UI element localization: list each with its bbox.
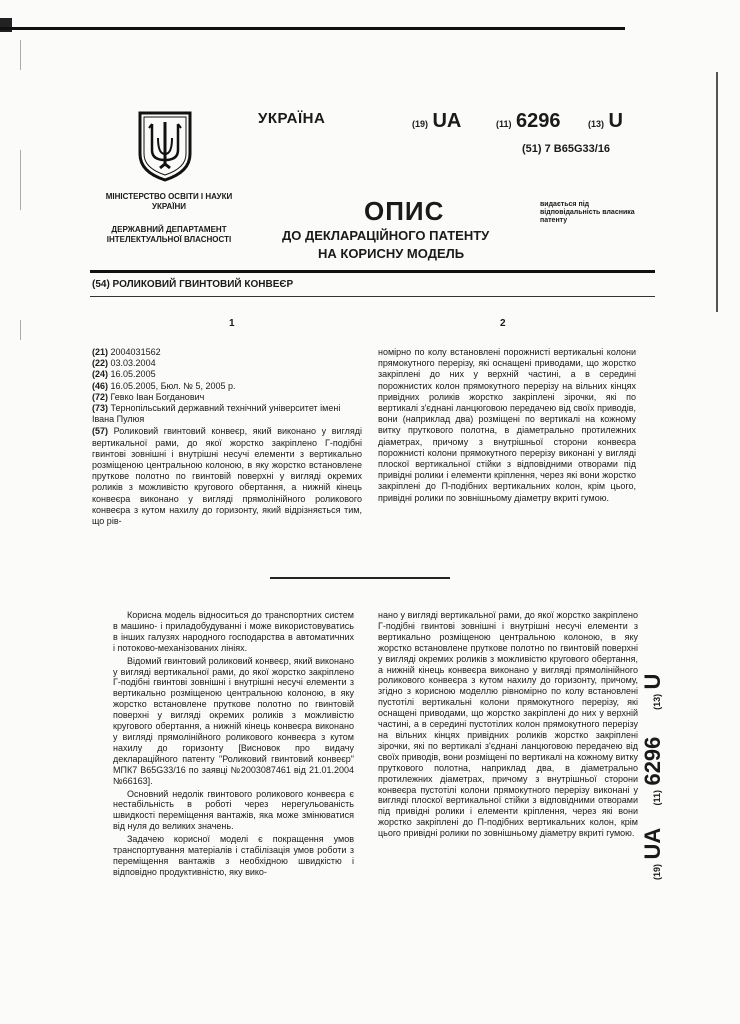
top-rule — [0, 27, 625, 30]
issued-note: видається під відповідальність власника патенту — [540, 201, 635, 224]
header-rule — [90, 270, 655, 273]
column-number-left: 1 — [229, 318, 235, 329]
inid-13: (13) — [588, 119, 605, 129]
side-stamp — [640, 560, 680, 880]
biblio-line: (73) Тернопільський державний технічний університет імені Івана Пулюя — [92, 403, 341, 425]
country-code-block — [412, 110, 461, 133]
patent-number-block — [496, 110, 560, 133]
side-inid-13: (13) — [652, 693, 662, 710]
scan-left-mark — [20, 320, 21, 340]
claim-text-right: номірно по колу встановлені порожнисті вертикальні колони прямокутного перерізу, які оснащені приводами, що жорстко закріплені до них у верхній частині, а в середині порожнистих колон прямокутного перерізу на вільних кінцях привідних роликів жорстко закріплені зірочки, які по вертикалі з'єднані ланцюговою передачею від своїх приводів, вони (наприклад два) розміщені по вертикалі на кожному витку пруткового полотна, в діаметрально протилежних діаметрах, причому з внутрішньої сторони конвеєра порожнисті колони прямокутного перерізу виконані у вигляді плоскої вертикальної стійки з відповідними отворами під привідні ролики і елементи кріплення, через які вони жорстко закріплені до П-подібних вертикальних колон, крім цього, привідні ролики по зовнішньому діаметру вкриті гумою. — [378, 347, 636, 503]
claim-text-left: (57) Роликовий гвинтовий конвеєр, який виконано у вигляді вертикальної рами, до якої жорстко закріплено Г-подібні гвинтові зовнішні і внутрішні несучі елементи з вертикально розміщеною центральною колоною, в яку жорстко встановлене пруткове полотно по гвинтовій поверхні у вигляді окремих роликів з можливістю кругового обертання, а нижній кінець конвеєра виконано у вигляді прямолінійного роликового конвеєра з кутом нахилу до горизонту, який відрізняється тим, що рів- — [92, 426, 362, 527]
invention-title: (54) РОЛИКОВИЙ ГВИНТОВИЙ КОНВЕЄР — [92, 279, 294, 290]
ipc-classification: (51) 7 B65G33/16 — [522, 143, 611, 155]
scan-edge-mark — [716, 72, 718, 312]
kind-code: U — [608, 110, 623, 132]
side-country-code: UA — [640, 827, 665, 860]
side-kind-code: U — [640, 673, 665, 690]
description-paragraph: Основний недолік гвинтового роликового конвеєра є нестабільність в роботі через нерегульованість швидкості переміщення вантажів, яка може змінюватися від нуля до великих значень. — [113, 788, 354, 832]
description-right-column — [378, 610, 638, 841]
biblio-line: (72) Гевко Іван Богданович — [92, 391, 205, 402]
biblio-line: (22) 03.03.2004 — [92, 358, 156, 369]
section-separator — [270, 577, 450, 579]
kind-code-block — [588, 110, 623, 133]
biblio-line: (21) 2004031562 — [92, 347, 161, 357]
description-paragraph: Відомий гвинтовий роликовий конвеєр, який виконано у вигляді вертикальної рами, до якої жорстко закріплено Г-подібні гвинтові зовнішні і внутрішні несучі елементи з вертикально розміщеною центральною колоною, в яку жорстко встановлене пруткове полотно по гвинтовій поверхні у вигляді окремих роликів з можливістю кругового обертання, а нижній кінець конвеєра виконано у вигляді прямолінійного роликового конвеєра з кутом нахилу до горизонту [Висновок про видачу деклараційного патенту "Роликовий гвинтовий конвеєр" МПК7 B65G33/16 по заявці №2003087461 від 21.01.2004 №66163]. — [113, 655, 354, 786]
inid-11: (11) — [496, 119, 512, 129]
column-number-right: 2 — [500, 318, 506, 329]
bibliographic-data — [92, 347, 362, 527]
inid-19: (19) — [412, 119, 429, 129]
side-inid-11: (11) — [652, 790, 662, 806]
side-inid-19: (19) — [652, 863, 662, 880]
country-title: УКРАЇНА — [258, 110, 326, 127]
patent-number: 6296 — [515, 110, 561, 132]
document-title: ОПИС — [364, 196, 445, 226]
department-name: ДЕРЖАВНИЙ ДЕПАРТАМЕНТ ІНТЕЛЕКТУАЛЬНОЇ ВЛАСНОСТІ — [106, 225, 232, 244]
document-subtitle-line-2: НА КОРИСНУ МОДЕЛЬ — [318, 246, 465, 261]
description-paragraph: Задачею корисної моделі є покращення умов транспортування матеріалів і стабілізація умов роботи з переміщення вантажів з необхідною швидкістю і відповідно продуктивністю, яку вико- — [113, 834, 354, 877]
biblio-line: (24) 16.05.2005 — [92, 369, 156, 380]
biblio-line: (46) 16.05.2005, Бюл. № 5, 2005 р. — [92, 380, 236, 391]
description-paragraph: нано у вигляді вертикальної рами, до якої жорстко закріплено Г-подібні гвинтові зовнішні і внутрішні несучі елементи з вертикально розміщеною центральною колоною, в яку жорстко встановлене пруткове полотно по гвинтовій поверхні у вигляді окремих роликів з можливістю кругового обертання, а нижній кінець конвеєра виконано у вигляді прямолінійного роликового конвеєра з кутом нахилу до горизонту, причому, згідно з корисною моделлю рівномірно по колу встановлені пустотілі вертикальні колони прямокутного перерізу, які оснащені приводами, що жорстко закріплені до них у верхній частині, а в середині пустотілих колон прямокутного перерізу на вільних кінцях привідних роликів жорстко закріплені зірочки, які по вертикалі з'єднані ланцюговою передачею від своїх приводів, вони розміщені по вертикалі на кожному витку пруткового полотна, наприклад два, в діаметрально протилежних діаметрах, причому з внутрішньої сторони конвеєра пустотілі колони прямокутного перерізу виконані у вигляді плоскої вертикальної стійки з відповідними отворами під привідні ролики і елементи кріплення, через які вони жорстко закріплені до П-подібних вертикальних колон, крім цього привідні ролики по зовнішньому діаметру вкриті гумою. — [378, 610, 638, 839]
ukraine-coat-of-arms-icon — [136, 110, 194, 182]
description-paragraph: Корисна модель відноситься до транспортних систем в машино- і приладобудуванні і може використовуватись в інших галузях народного господарства в автоматичних і потоково-механізованих лініях. — [113, 610, 354, 653]
scan-left-mark — [20, 150, 21, 210]
title-rule — [90, 296, 655, 297]
document-subtitle-line-1: ДО ДЕКЛАРАЦІЙНОГО ПАТЕНТУ — [282, 228, 490, 243]
side-patent-number: 6296 — [640, 736, 665, 786]
description-left-column — [113, 610, 354, 880]
ministry-name: МІНІСТЕРСТВО ОСВІТИ І НАУКИ УКРАЇНИ — [105, 192, 233, 211]
scan-left-mark — [20, 40, 21, 70]
country-code: UA — [432, 110, 462, 132]
